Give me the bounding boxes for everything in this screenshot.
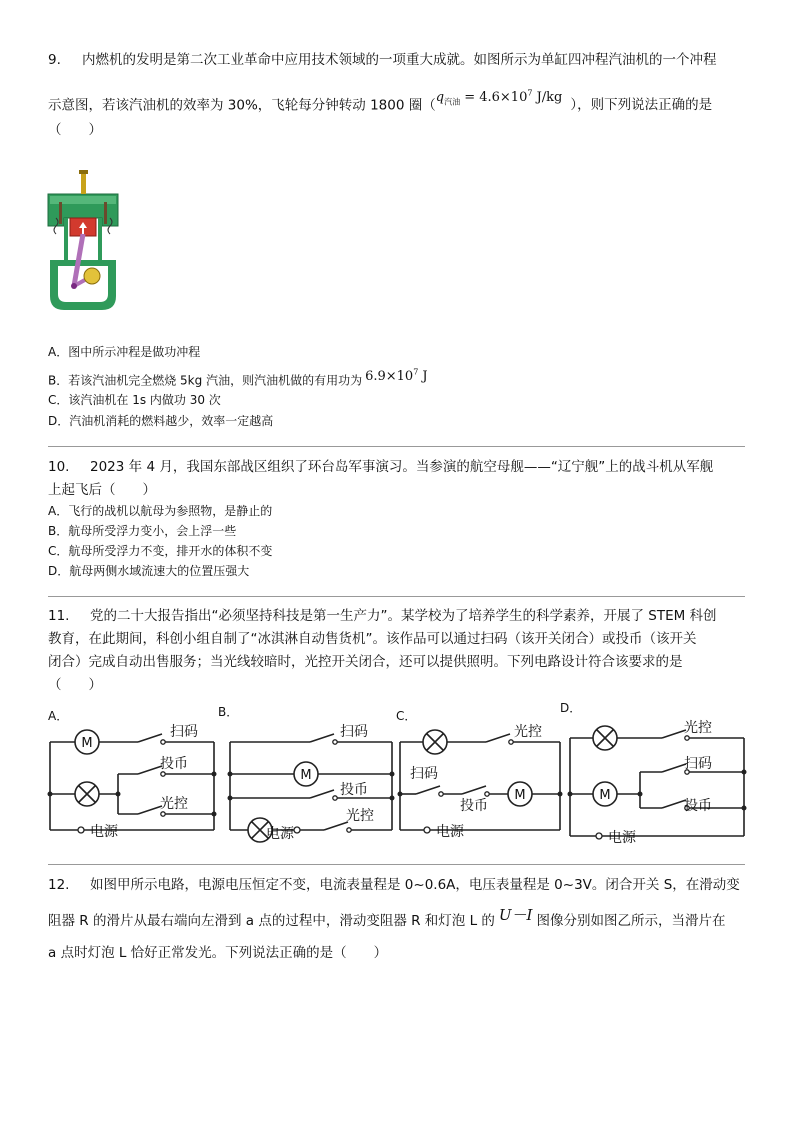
- circuit-a-scan: 扫码: [170, 724, 198, 740]
- q12-stem-line2a: 阻器 R 的滑片从最右端向左滑到 a 点的过程中，滑动变阻器 R 和灯泡 L 的: [48, 913, 495, 929]
- q12-number: 12.: [48, 877, 70, 893]
- circuit-d-label: D．: [560, 701, 582, 715]
- q10-option-a[interactable]: A．飞行的战机以航母为参照物，是静止的: [48, 504, 273, 518]
- circuit-a-label: A．: [48, 709, 69, 723]
- circuit-c-scan: 扫码: [410, 766, 438, 782]
- q11-stem-line2: 教育，在此期间，科创小组自制了“冰淇淋自动售货机”。该作品可以通过扫码（该开关闭合）或投币（该开关: [48, 631, 697, 647]
- q9-formula-sub: 汽油: [444, 97, 461, 107]
- motor-a-label: M: [81, 736, 93, 751]
- circuit-b-coin: 投币: [340, 782, 368, 798]
- circuit-d-light: 光控: [684, 720, 712, 736]
- q9-answer-paren: （ ）: [48, 122, 102, 138]
- q9-option-d[interactable]: D．汽油机消耗的燃料越少，效率一定越高: [48, 414, 274, 428]
- circuit-b-power: 电源: [266, 826, 294, 842]
- q12-stem-line2: [48, 906, 726, 931]
- q11-stem-line1: 党的二十大报告指出“必须坚持科技是第一生产力”。某学校为了培养学生的科学素养，开展了 STEM 科创: [90, 608, 717, 624]
- q9-number: 9.: [48, 52, 61, 68]
- q9-stem-line2a: 示意图，若该汽油机的效率为 30%，飞轮每分钟转动 1800 圈（: [48, 97, 436, 114]
- circuit-a-power: 电源: [90, 824, 118, 840]
- q11-answer-paren: （ ）: [48, 677, 102, 693]
- motor-d-label: M: [599, 788, 611, 803]
- q12-stem-line3: a 点时灯泡 L 恰好正常发光。下列说法正确的是（ ）: [48, 945, 388, 961]
- q9-stem-line2: [48, 89, 713, 121]
- q12-ui-math: U－I: [498, 906, 533, 924]
- q9-formula: $q_{汽油} = 4.6\times 10^7$ J/kg: [435, 89, 563, 107]
- circuit-c-label: C．: [396, 709, 417, 723]
- circuit-b-label: B．: [218, 705, 239, 719]
- q9-stem-line1: 内燃机的发明是第二次工业革命中应用技术领域的一项重大成就。如图所示为单缸四冲程汽油机的一个冲程: [82, 52, 717, 68]
- engine-diagram: [44, 168, 122, 312]
- circuit-b-scan: 扫码: [340, 724, 368, 740]
- separator-q9-q10: [48, 446, 745, 447]
- q9-option-c[interactable]: C．该汽油机在 1s 内做功 30 次: [48, 393, 221, 407]
- q12-stem-line2b: 图像分别如图乙所示，当滑片在: [536, 913, 726, 929]
- q9-option-a[interactable]: A．图中所示冲程是做功冲程: [48, 345, 201, 359]
- separator-q10-q11: [48, 596, 745, 597]
- q9-option-b[interactable]: [48, 368, 428, 390]
- circuit-d-power: 电源: [608, 830, 636, 846]
- circuit-d-scan: 扫码: [684, 756, 712, 772]
- motor-b-label: M: [300, 768, 312, 783]
- separator-q11-q12: [48, 864, 745, 865]
- circuit-a-coin: 投币: [160, 756, 188, 772]
- q10-option-d[interactable]: D．航母两侧水域流速大的位置压强大: [48, 564, 250, 578]
- circuit-b-light: 光控: [346, 808, 374, 824]
- q10-stem-line2: 上起飞后（ ）: [48, 482, 156, 498]
- q11-circuits: [40, 698, 780, 848]
- q9-option-b-value: $6.9\times 10^7$ J: [365, 368, 428, 385]
- q9-stem-line2b: ），则下列说法正确的是: [570, 97, 713, 114]
- q9-option-b-text: B．若该汽油机完全燃烧 5kg 汽油，则汽油机做的有用功为: [48, 373, 363, 388]
- circuit-d-coin: 投币: [684, 798, 712, 814]
- q12-stem-line1: 如图甲所示电路，电源电压恒定不变，电流表量程是 0~0.6A，电压表量程是 0~3V。闭合开关 S，在滑动变: [90, 877, 740, 893]
- motor-c-label: M: [514, 788, 526, 803]
- q10-option-c[interactable]: C．航母所受浮力不变，排开水的体积不变: [48, 544, 273, 558]
- circuit-c-power: 电源: [436, 824, 464, 840]
- q10-number: 10.: [48, 459, 70, 475]
- circuit-c-coin: 投币: [460, 798, 488, 814]
- q11-stem-line3: 闭合）完成自动出售服务；当光线较暗时，光控开关闭合，还可以提供照明。下列电路设计符合该要求的是: [48, 654, 683, 670]
- q10-stem-line1: 2023 年 4 月，我国东部战区组织了环台岛军事演习。当参演的航空母舰——“辽宁舰”上的战斗机从军舰: [90, 459, 714, 475]
- q11-number: 11.: [48, 608, 70, 624]
- q10-option-b[interactable]: B．航母所受浮力变小，会上浮一些: [48, 524, 237, 538]
- circuit-a-light: 光控: [160, 796, 188, 812]
- circuit-c-light: 光控: [514, 724, 542, 740]
